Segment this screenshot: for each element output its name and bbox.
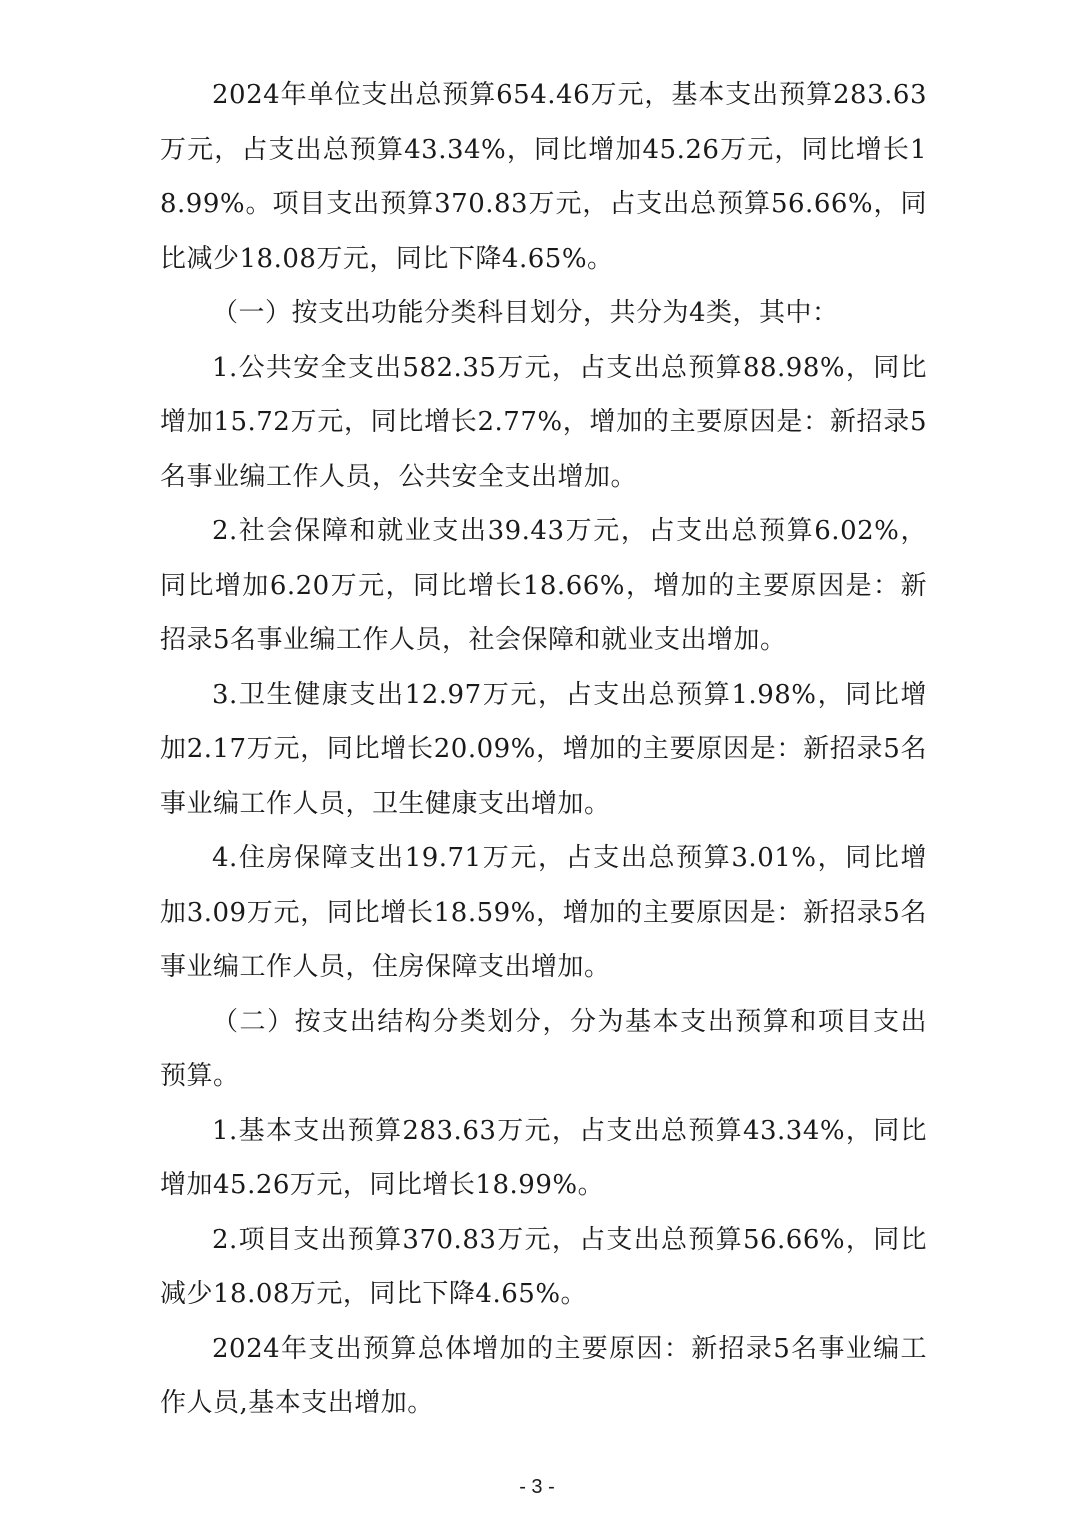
paragraph-functional-classification-heading: （一）按支出功能分类科目划分，共分为4类，其中：	[212, 298, 839, 328]
paragraph-overall-reason: 2024年支出预算总体增加的主要原因：新招录5名事业编工作人员,基本支出增加。	[160, 1333, 927, 1418]
paragraph-structure-classification-heading: （二）按支出结构分类划分，分为基本支出预算和项目支出预算。	[160, 1006, 927, 1091]
paragraph-budget-summary: 2024年单位支出总预算654.46万元，基本支出预算283.63万元，占支出总预算43.34%，同比增加45.26万元，同比增长18.99%。项目支出预算370.83万元，占支出总预算56.66%，同比减少18.08万元，同比下降4.65%。	[160, 80, 927, 274]
paragraph-public-security: 1.公共安全支出582.35万元，占支出总预算88.98%，同比增加15.72万元，同比增长2.77%，增加的主要原因是：新招录5名事业编工作人员，公共安全支出增加。	[160, 352, 927, 492]
paragraph-housing: 4.住房保障支出19.71万元，占支出总预算3.01%，同比增加3.09万元，同比增长18.59%，增加的主要原因是：新招录5名事业编工作人员，住房保障支出增加。	[160, 843, 927, 982]
page-number: - 3 -	[519, 1476, 555, 1498]
paragraph-project-expenditure: 2.项目支出预算370.83万元，占支出总预算56.66%，同比减少18.08万元，同比下降4.65%。	[160, 1224, 927, 1309]
paragraph-health: 3.卫生健康支出12.97万元，占支出总预算1.98%，同比增加2.17万元，同比增长20.09%，增加的主要原因是：新招录5名事业编工作人员，卫生健康支出增加。	[160, 679, 927, 819]
paragraph-social-security: 2.社会保障和就业支出39.43万元，占支出总预算6.02%，同比增加6.20万元，同比增长18.66%，增加的主要原因是：新招录5名事业编工作人员，社会保障和就业支出增加。	[160, 516, 927, 655]
paragraph-basic-expenditure: 1.基本支出预算283.63万元，占支出总预算43.34%，同比增加45.26万元，同比增长18.99%。	[160, 1115, 927, 1200]
